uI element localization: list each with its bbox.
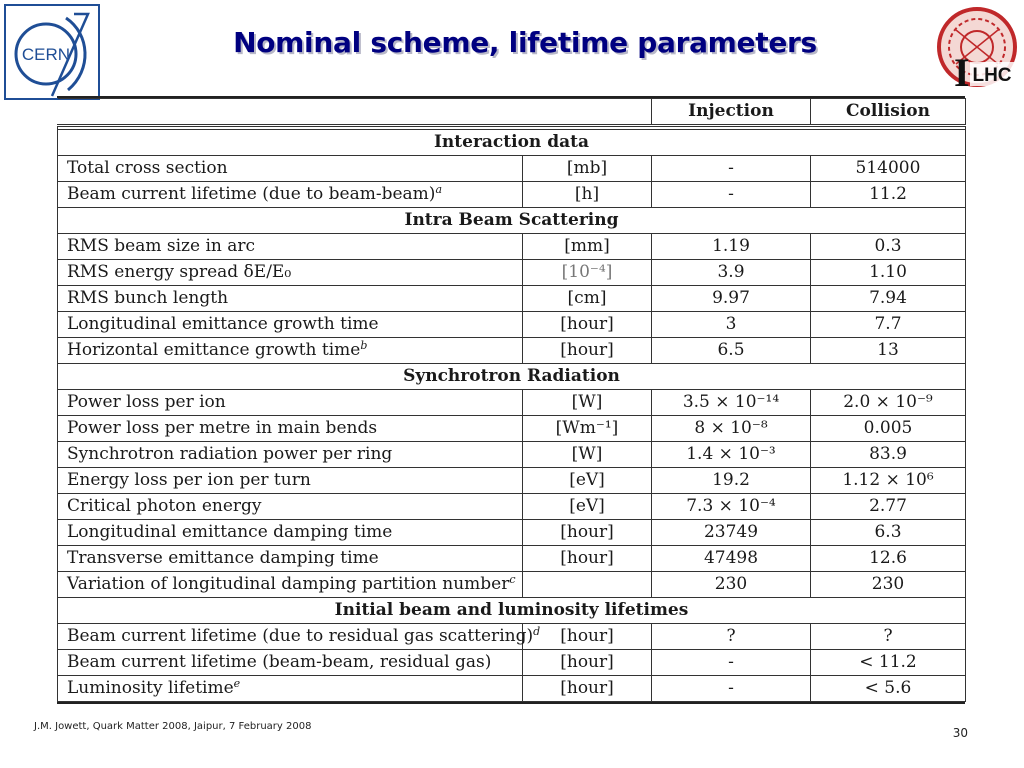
section-title: Synchrotron Radiation [58, 364, 966, 390]
parameter-label: Transverse emittance damping time [67, 548, 379, 568]
table-row [58, 286, 966, 312]
footnote-marker: d [533, 625, 541, 638]
unit-cell: [hour] [523, 338, 652, 364]
collision-value: 11.2 [811, 182, 966, 208]
collision-value: 1.10 [811, 260, 966, 286]
parameter-cell [58, 520, 523, 546]
page-number: 30 [952, 726, 968, 740]
lhc-logo [936, 6, 1018, 95]
unit-cell [523, 572, 652, 598]
footnote-marker: b [360, 339, 368, 352]
collision-value: 230 [811, 572, 966, 598]
cern-logo [4, 4, 100, 100]
parameter-label: RMS bunch length [67, 288, 229, 308]
parameters-table [57, 98, 966, 702]
table-row [58, 260, 966, 286]
injection-value: 19.2 [652, 468, 811, 494]
parameter-label: Energy loss per ion per turn [67, 470, 311, 490]
parameter-label: Power loss per ion [67, 392, 226, 412]
parameters-table-body [58, 99, 966, 702]
footnote-marker: a [435, 183, 442, 196]
parameter-label: RMS beam size in arc [67, 236, 256, 256]
parameters-table-frame [57, 96, 965, 704]
injection-value: ? [652, 624, 811, 650]
parameter-label: Synchrotron radiation power per ring [67, 444, 393, 464]
parameter-label: Luminosity lifetime [67, 678, 234, 698]
collision-value: 13 [811, 338, 966, 364]
unit-cell: [hour] [523, 546, 652, 572]
parameter-cell [58, 312, 523, 338]
parameter-cell [58, 624, 541, 650]
table-row [58, 390, 966, 416]
parameter-cell [58, 416, 523, 442]
collision-value: < 11.2 [811, 650, 966, 676]
table-row [58, 442, 966, 468]
collision-value: 83.9 [811, 442, 966, 468]
table-row [58, 156, 966, 182]
parameter-cell [58, 676, 523, 702]
parameter-label: Variation of longitudinal damping partition number [67, 574, 510, 594]
header-blank-cell [58, 99, 652, 126]
table-row [58, 468, 966, 494]
section-title: Initial beam and luminosity lifetimes [58, 598, 966, 624]
parameter-label: RMS energy spread δE/E₀ [67, 262, 292, 282]
unit-cell: [10⁻⁴] [523, 260, 652, 286]
parameter-label: Horizontal emittance growth time [67, 340, 361, 360]
table-row [58, 650, 966, 676]
parameter-cell [58, 468, 523, 494]
injection-value: - [652, 676, 811, 702]
injection-value: 6.5 [652, 338, 811, 364]
unit-cell: [hour] [523, 676, 652, 702]
injection-value: 3.9 [652, 260, 811, 286]
table-row [58, 234, 966, 260]
unit-cell: [eV] [523, 494, 652, 520]
injection-value: 47498 [652, 546, 811, 572]
table-row [58, 182, 966, 208]
section-title: Interaction data [58, 130, 966, 156]
injection-value: 23749 [652, 520, 811, 546]
parameter-label: Power loss per metre in main bends [67, 418, 378, 438]
collision-value: 2.0 × 10⁻⁹ [811, 390, 966, 416]
slide-footer: J.M. Jowett, Quark Matter 2008, Jaipur, 7 February 2008 [34, 721, 312, 732]
collision-value: 0.005 [811, 416, 966, 442]
collision-value: 7.7 [811, 312, 966, 338]
collision-value: < 5.6 [811, 676, 966, 702]
parameter-label: Beam current lifetime (beam-beam, residual gas) [67, 652, 492, 672]
section-header-row [58, 598, 966, 624]
collision-value: 2.77 [811, 494, 966, 520]
collision-value: 1.12 × 10⁶ [811, 468, 966, 494]
cern-logo-text: CERN [21, 45, 71, 64]
table-row [58, 494, 966, 520]
injection-value: 9.97 [652, 286, 811, 312]
table-row [58, 676, 966, 702]
header-injection: Injection [652, 99, 811, 126]
parameter-cell [58, 390, 523, 416]
injection-value: - [652, 182, 811, 208]
collision-value: 7.94 [811, 286, 966, 312]
section-header-row [58, 208, 966, 234]
section-header-row [58, 130, 966, 156]
unit-cell: [cm] [523, 286, 652, 312]
unit-cell: [hour] [523, 312, 652, 338]
lhc-logo-letter: I [954, 50, 970, 95]
unit-cell: [mb] [523, 156, 652, 182]
unit-cell: [W] [523, 442, 652, 468]
parameter-cell [58, 338, 523, 364]
lhc-logo-text: LHC [972, 65, 1012, 86]
parameter-label: Longitudinal emittance damping time [67, 522, 393, 542]
parameter-cell [58, 442, 523, 468]
unit-cell: [Wm⁻¹] [523, 416, 652, 442]
parameter-label: Total cross section [67, 158, 228, 178]
injection-value: - [652, 650, 811, 676]
table-row [58, 546, 966, 572]
parameter-cell [58, 182, 523, 208]
parameter-cell [58, 650, 523, 676]
footnote-marker: e [233, 677, 241, 690]
unit-cell: [eV] [523, 468, 652, 494]
collision-value: ? [811, 624, 966, 650]
table-row [58, 572, 966, 598]
unit-cell: [W] [523, 390, 652, 416]
parameter-label: Beam current lifetime (due to beam-beam) [67, 184, 436, 204]
injection-value: 1.4 × 10⁻³ [652, 442, 811, 468]
parameter-cell [58, 260, 523, 286]
unit-cell: [hour] [523, 624, 652, 650]
parameter-label: Critical photon energy [67, 496, 262, 516]
table-row [58, 312, 966, 338]
collision-value: 6.3 [811, 520, 966, 546]
collision-value: 0.3 [811, 234, 966, 260]
parameter-cell [58, 156, 523, 182]
injection-value: 1.19 [652, 234, 811, 260]
parameter-cell [58, 234, 523, 260]
parameter-cell [58, 546, 523, 572]
injection-value: 3.5 × 10⁻¹⁴ [652, 390, 811, 416]
table-row [58, 338, 966, 364]
section-title: Intra Beam Scattering [58, 208, 966, 234]
footnote-marker: c [509, 573, 516, 586]
injection-value: 3 [652, 312, 811, 338]
table-row [58, 416, 966, 442]
slide-title: Nominal scheme, lifetime parameters [233, 26, 817, 59]
collision-value: 12.6 [811, 546, 966, 572]
injection-value: 8 × 10⁻⁸ [652, 416, 811, 442]
parameter-cell [58, 286, 523, 312]
parameter-label: Longitudinal emittance growth time [67, 314, 379, 334]
table-row [58, 520, 966, 546]
parameter-cell [58, 572, 523, 598]
unit-cell: [hour] [523, 520, 652, 546]
parameter-label: Beam current lifetime (due to residual gas scattering) [67, 626, 534, 646]
injection-value: 7.3 × 10⁻⁴ [652, 494, 811, 520]
injection-value: - [652, 156, 811, 182]
injection-value: 230 [652, 572, 811, 598]
table-header-row [58, 99, 966, 126]
unit-cell: [h] [523, 182, 652, 208]
section-header-row [58, 364, 966, 390]
parameter-cell [58, 494, 523, 520]
unit-cell: [hour] [523, 650, 652, 676]
table-row [58, 624, 966, 650]
header-collision: Collision [811, 99, 966, 126]
unit-cell: [mm] [523, 234, 652, 260]
collision-value: 514000 [811, 156, 966, 182]
